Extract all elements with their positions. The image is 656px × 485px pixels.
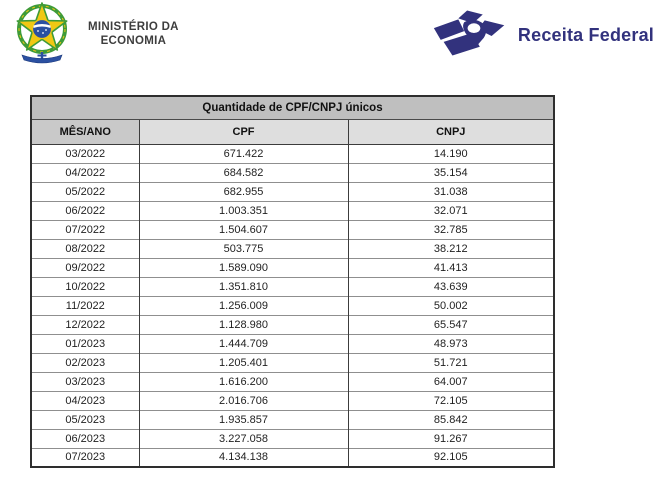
table-row (31, 448, 554, 467)
cell-m-s-ano: 03/2023 (31, 372, 139, 391)
cell-cnpj: 43.639 (348, 277, 554, 296)
receita-federal-wordmark: Receita Federal (517, 24, 654, 45)
cell-cpf: 503.775 (139, 239, 348, 258)
cell-m-s-ano: 03/2022 (31, 144, 139, 163)
column-header-m-s-ano: MÊS/ANO (31, 119, 139, 144)
cell-m-s-ano: 02/2023 (31, 353, 139, 372)
table-title: Quantidade de CPF/CNPJ únicos (31, 96, 554, 119)
receita-federal-logo (428, 8, 656, 62)
cell-cnpj: 14.190 (348, 144, 554, 163)
column-header-cnpj: CNPJ (348, 119, 554, 144)
table-row (31, 315, 554, 334)
brazil-coat-of-arms-icon (10, 2, 74, 66)
cell-cnpj: 32.071 (348, 201, 554, 220)
cell-m-s-ano: 01/2023 (31, 334, 139, 353)
table-row (31, 391, 554, 410)
cell-cpf: 3.227.058 (139, 429, 348, 448)
cell-cpf: 1.351.810 (139, 277, 348, 296)
table-row (31, 334, 554, 353)
ministry-name (88, 20, 179, 48)
cell-cnpj: 65.547 (348, 315, 554, 334)
table-row (31, 144, 554, 163)
cell-cnpj: 51.721 (348, 353, 554, 372)
table-row (31, 372, 554, 391)
cell-m-s-ano: 11/2022 (31, 296, 139, 315)
cell-cpf: 682.955 (139, 182, 348, 201)
cell-m-s-ano: 04/2023 (31, 391, 139, 410)
cell-m-s-ano: 05/2022 (31, 182, 139, 201)
cell-cnpj: 50.002 (348, 296, 554, 315)
cell-m-s-ano: 12/2022 (31, 315, 139, 334)
cell-m-s-ano: 10/2022 (31, 277, 139, 296)
table-row (31, 410, 554, 429)
cell-cpf: 1.504.607 (139, 220, 348, 239)
table-row (31, 277, 554, 296)
table-row (31, 258, 554, 277)
cell-m-s-ano: 07/2022 (31, 220, 139, 239)
table-row (31, 239, 554, 258)
cell-cpf: 1.003.351 (139, 201, 348, 220)
table-row (31, 296, 554, 315)
cell-m-s-ano: 06/2022 (31, 201, 139, 220)
table-row (31, 220, 554, 239)
cell-m-s-ano: 07/2023 (31, 448, 139, 467)
cell-m-s-ano: 09/2022 (31, 258, 139, 277)
cell-cpf: 1.616.200 (139, 372, 348, 391)
column-header-cpf: CPF (139, 119, 348, 144)
table-row (31, 182, 554, 201)
cell-cnpj: 35.154 (348, 163, 554, 182)
cell-m-s-ano: 05/2023 (31, 410, 139, 429)
cell-m-s-ano: 08/2022 (31, 239, 139, 258)
cell-cnpj: 48.973 (348, 334, 554, 353)
cell-cpf: 1.589.090 (139, 258, 348, 277)
table-row (31, 201, 554, 220)
cell-cnpj: 92.105 (348, 448, 554, 467)
cell-m-s-ano: 04/2022 (31, 163, 139, 182)
ministry-name-line1: MINISTÉRIO DA (88, 21, 179, 33)
table-row (31, 163, 554, 182)
cell-cpf: 1.256.009 (139, 296, 348, 315)
cpf-cnpj-table (30, 95, 555, 468)
cell-cnpj: 64.007 (348, 372, 554, 391)
cell-cnpj: 38.212 (348, 239, 554, 258)
ministry-name-line2: ECONOMIA (100, 35, 167, 47)
cell-cnpj: 32.785 (348, 220, 554, 239)
table-row (31, 429, 554, 448)
ministry-logo (10, 2, 179, 66)
cell-cpf: 1.128.980 (139, 315, 348, 334)
cell-cpf: 1.205.401 (139, 353, 348, 372)
cell-cpf: 671.422 (139, 144, 348, 163)
table-header-row (31, 119, 554, 144)
table-row (31, 353, 554, 372)
receita-federal-lion-icon (428, 8, 516, 62)
table-title-row (31, 96, 554, 119)
cell-cnpj: 72.105 (348, 391, 554, 410)
cell-cpf: 684.582 (139, 163, 348, 182)
cell-cpf: 1.935.857 (139, 410, 348, 429)
cell-m-s-ano: 06/2023 (31, 429, 139, 448)
cell-cnpj: 31.038 (348, 182, 554, 201)
cell-cpf: 1.444.709 (139, 334, 348, 353)
cell-cnpj: 85.842 (348, 410, 554, 429)
cell-cpf: 2.016.706 (139, 391, 348, 410)
cell-cnpj: 91.267 (348, 429, 554, 448)
cell-cnpj: 41.413 (348, 258, 554, 277)
cell-cpf: 4.134.138 (139, 448, 348, 467)
